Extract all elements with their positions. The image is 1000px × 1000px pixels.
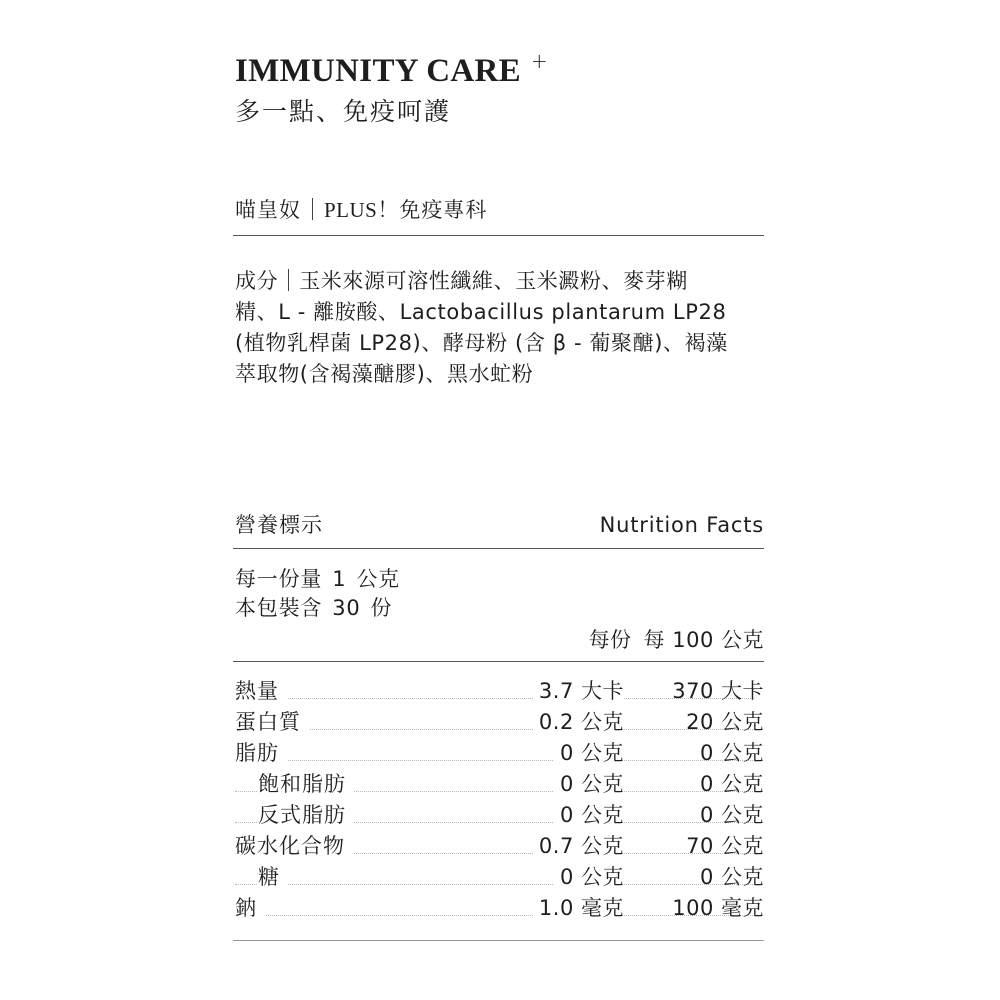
serving-size-unit: 公克	[356, 567, 400, 591]
nutrient-per-serving: 3.7 大卡	[533, 676, 624, 707]
nutrient-name: 蛋白質	[235, 707, 309, 738]
nutrient-name: 反式脂肪	[258, 800, 354, 831]
divider	[312, 198, 313, 220]
nutrient-name: 飽和脂肪	[258, 769, 354, 800]
servings-label: 本包裝含	[235, 596, 323, 620]
ingredients-line: 精、L - 離胺酸、Lactobacillus plantarum LP28	[235, 300, 727, 324]
nutrient-per-serving: 0 公克	[554, 738, 624, 769]
divider	[233, 940, 764, 941]
ingredients-line: (植物乳桿菌 LP28)、酵母粉 (含 β - 葡聚醣)、褐藻	[235, 331, 728, 355]
nutrition-row	[233, 707, 764, 738]
nutrition-table	[233, 676, 764, 924]
divider	[233, 661, 764, 662]
brand-name: 喵皇奴	[235, 198, 301, 222]
nutrient-per-serving: 0 公克	[554, 800, 624, 831]
nutrient-per-100g: 0 公克	[699, 772, 764, 796]
nutrient-name: 脂肪	[235, 738, 287, 769]
plus-icon: +	[530, 49, 548, 73]
page-subtitle: 多一點、免疫呵護	[235, 97, 452, 126]
nutrient-per-100g: 0 公克	[699, 803, 764, 827]
page-title: IMMUNITY CARE	[235, 53, 521, 89]
column-per-serving: 每份	[588, 628, 632, 652]
servings-unit: 份	[370, 596, 393, 620]
ingredients-line: 萃取物(含褐藻醣膠)、黑水虻粉	[235, 362, 534, 386]
nutrient-per-serving: 0 公克	[554, 862, 624, 893]
nutrition-row	[233, 862, 764, 893]
nutrient-per-serving: 1.0 毫克	[533, 893, 624, 924]
product-name	[235, 194, 487, 226]
dot-leader	[235, 884, 755, 885]
nutrient-name: 糖	[258, 862, 288, 893]
servings-per-package	[235, 594, 400, 623]
nutrition-row	[233, 769, 764, 800]
ingredients-line	[235, 266, 765, 297]
ingredients-block	[235, 266, 765, 390]
header	[235, 49, 548, 90]
servings-value: 30	[332, 596, 361, 620]
ingredients-text: 玉米來源可溶性纖維、玉米澱粉、麥芽糊	[299, 269, 689, 293]
nutrient-per-serving: 0 公克	[554, 769, 624, 800]
nutrition-header	[233, 509, 764, 541]
nutrient-per-serving: 0.7 公克	[533, 831, 624, 862]
nutrient-per-100g: 370 大卡	[672, 679, 764, 703]
nutrient-per-100g: 0 公克	[699, 741, 764, 765]
nutrition-row	[233, 676, 764, 707]
product-plus-word: PLUS	[324, 198, 378, 222]
divider	[233, 548, 764, 549]
nutrient-per-100g: 0 公克	[699, 865, 764, 889]
nutrition-row	[233, 800, 764, 831]
column-headers	[589, 624, 764, 656]
serving-size-label: 每一份量	[235, 567, 323, 591]
nutrition-title-zh: 營養標示	[235, 513, 323, 537]
product-sheet	[233, 0, 764, 1000]
dot-leader	[235, 729, 755, 730]
nutrition-title-en: Nutrition Facts	[599, 513, 764, 537]
serving-info	[235, 565, 400, 623]
nutrient-per-100g: 70 公克	[686, 834, 764, 858]
nutrient-per-serving: 0.2 公克	[533, 707, 624, 738]
nutrient-name: 熱量	[235, 676, 287, 707]
nutrient-name: 碳水化合物	[235, 831, 353, 862]
nutrition-row	[233, 893, 764, 924]
divider	[288, 269, 289, 291]
nutrient-per-100g: 100 毫克	[672, 896, 764, 920]
nutrition-row	[233, 831, 764, 862]
dot-leader	[235, 760, 755, 761]
nutrition-row	[233, 738, 764, 769]
column-per-100g: 每 100 公克	[643, 628, 764, 652]
serving-size	[235, 565, 400, 594]
serving-size-value: 1	[332, 567, 347, 591]
divider	[233, 235, 764, 236]
nutrient-per-100g: 20 公克	[686, 710, 764, 734]
ingredients-label: 成分	[235, 269, 279, 293]
product-series: ！免疫專科	[377, 198, 488, 222]
nutrient-name: 鈉	[235, 893, 265, 924]
